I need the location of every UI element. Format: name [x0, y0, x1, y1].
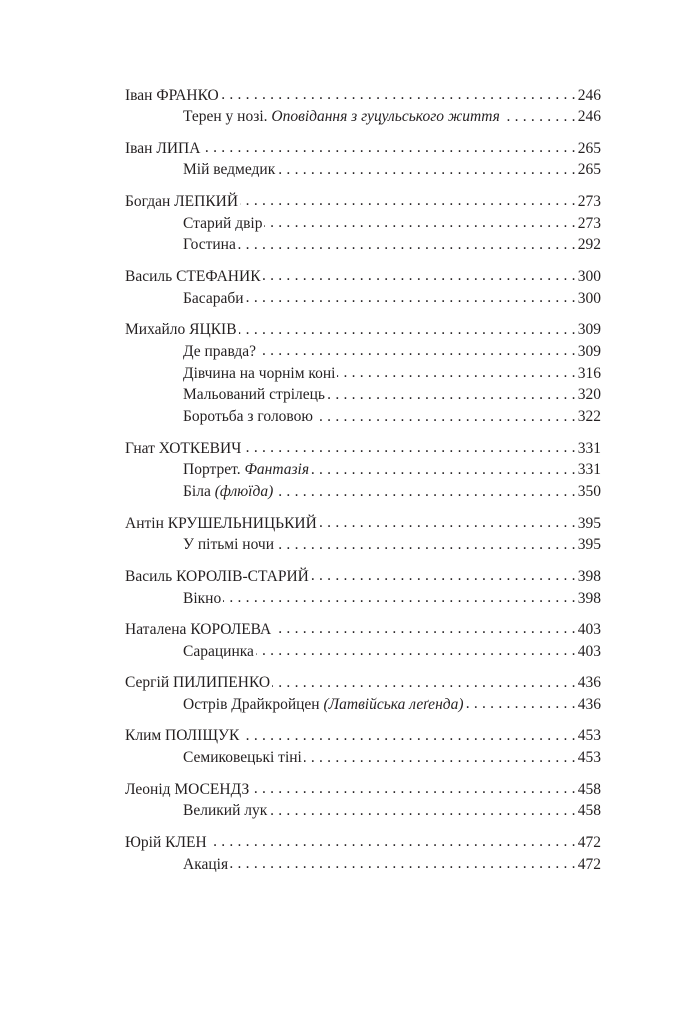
page-number: 300	[577, 289, 601, 307]
author-name: Леонід МОСЕНДЗ	[125, 780, 250, 798]
toc-author-row	[125, 725, 601, 747]
toc-work-row	[125, 481, 601, 503]
toc-work-row	[125, 287, 601, 309]
work-title-text: Боротьба з головою	[183, 408, 313, 426]
work-subtitle: (флюїда)	[214, 483, 274, 501]
dot-leader	[311, 459, 576, 475]
page-number: 246	[577, 108, 601, 126]
dot-leader	[311, 565, 576, 581]
toc-author-group	[125, 265, 601, 309]
author-name: Клим ПОЛІЩУК	[125, 727, 240, 745]
toc-author-row	[125, 437, 601, 459]
dot-leader	[209, 831, 576, 847]
page-number: 458	[577, 780, 601, 798]
work-subtitle: Оповідання з гуцульського життя	[271, 108, 500, 126]
toc-work-row	[125, 384, 601, 406]
work-title-text: Семиковецькі тіні	[183, 749, 302, 767]
page-number: 436	[577, 695, 601, 713]
author-name: Юрій КЛЕН	[125, 833, 207, 851]
dot-leader	[221, 84, 576, 100]
work-title	[183, 459, 309, 480]
toc-author-group	[125, 565, 601, 609]
work-title	[183, 481, 273, 502]
author-name: Гнат ХОТКЕВИЧ	[125, 439, 242, 457]
dot-leader	[276, 534, 576, 550]
page-number: 453	[577, 727, 601, 745]
author-name: Василь КОРОЛІВ-СТАРИЙ	[125, 567, 309, 585]
page-number: 398	[577, 567, 601, 585]
work-title-text: Острів Драйкройцен	[183, 695, 324, 713]
author-name: Михайло ЯЦКІВ	[125, 321, 237, 339]
work-title-text: Старий двір	[183, 214, 263, 232]
toc-author-row	[125, 190, 601, 212]
page-number: 309	[577, 342, 601, 360]
page-number: 265	[577, 161, 601, 179]
toc-author-row	[125, 778, 601, 800]
work-title	[183, 694, 464, 715]
dot-leader	[319, 512, 576, 528]
toc-author-group	[125, 778, 601, 822]
page-number: 331	[577, 439, 601, 457]
work-title-text: У пітьмі ночи	[183, 536, 275, 554]
dot-leader	[315, 406, 576, 422]
toc-author-row	[125, 831, 601, 853]
page-number: 273	[577, 214, 601, 232]
dot-leader	[241, 725, 575, 741]
author-name: Василь СТЕФАНИК	[125, 267, 261, 285]
work-subtitle: Фантазія	[244, 461, 310, 479]
work-title	[183, 106, 500, 127]
page-number: 292	[577, 236, 601, 254]
toc-work-row	[125, 212, 601, 234]
dot-leader	[264, 212, 575, 228]
toc-author-row	[125, 265, 601, 287]
page-number: 246	[577, 86, 601, 104]
page-number: 300	[577, 267, 601, 285]
work-title	[183, 363, 335, 384]
author-name: Іван ФРАНКО	[125, 86, 219, 104]
dot-leader	[239, 319, 576, 335]
author-name: Наталена КОРОЛЕВА	[125, 620, 272, 638]
dot-leader	[275, 481, 576, 497]
work-title	[183, 854, 228, 875]
toc-author-group	[125, 137, 601, 181]
toc-work-row	[125, 159, 601, 181]
work-title-text: Терен у нозі.	[183, 108, 272, 126]
dot-leader	[277, 159, 576, 175]
toc-work-row	[125, 362, 601, 384]
work-title-text: Біла	[183, 483, 215, 501]
table-of-contents	[125, 84, 601, 884]
dot-leader	[304, 747, 576, 763]
page-number: 436	[577, 674, 601, 692]
page-number: 350	[577, 483, 601, 501]
toc-work-row	[125, 106, 601, 128]
toc-author-group	[125, 618, 601, 662]
toc-author-group	[125, 84, 601, 128]
page-number: 403	[577, 642, 601, 660]
toc-author-group	[125, 319, 601, 428]
work-title	[183, 534, 274, 555]
page-number: 398	[577, 589, 601, 607]
work-title-text: Портрет.	[183, 461, 245, 479]
work-title-text: Дівчина на чорнім коні	[183, 364, 336, 382]
work-subtitle: (Латвійська леґенда)	[323, 695, 464, 713]
author-name: Богдан ЛЕПКИЙ	[125, 192, 239, 210]
work-title	[183, 800, 267, 821]
work-title-text: Мій ведмедик	[183, 161, 276, 179]
page-number: 472	[577, 855, 601, 873]
page-number: 309	[577, 321, 601, 339]
toc-author-row	[125, 319, 601, 341]
dot-leader	[273, 618, 576, 634]
work-title-text: Вікно	[183, 589, 222, 607]
dot-leader	[263, 265, 576, 281]
toc-author-group	[125, 672, 601, 716]
dot-leader	[238, 234, 576, 250]
page-number: 403	[577, 620, 601, 638]
toc-author-group	[125, 190, 601, 255]
work-title	[183, 213, 262, 234]
dot-leader	[269, 800, 575, 816]
page-number: 273	[577, 192, 601, 210]
work-title	[183, 588, 221, 609]
toc-work-row	[125, 853, 601, 875]
toc-author-group	[125, 437, 601, 502]
toc-author-row	[125, 512, 601, 534]
toc-author-row	[125, 565, 601, 587]
work-title-text: Гостина	[183, 236, 236, 254]
author-name: Сергій ПИЛИПЕНКО	[125, 674, 271, 692]
dot-leader	[502, 106, 576, 122]
toc-author-group	[125, 831, 601, 875]
dot-leader	[337, 362, 575, 378]
work-title-text: Великий лук	[183, 802, 268, 820]
work-title	[183, 234, 236, 255]
toc-work-row	[125, 340, 601, 362]
toc-author-row	[125, 618, 601, 640]
work-title-text: Сарацинка	[183, 642, 254, 660]
page-number: 395	[577, 536, 601, 554]
page-number: 331	[577, 461, 601, 479]
page-number: 265	[577, 139, 601, 157]
toc-work-row	[125, 693, 601, 715]
toc-work-row	[125, 747, 601, 769]
work-title	[183, 341, 256, 362]
page-number: 320	[577, 386, 601, 404]
work-title-text: Басараби	[183, 289, 244, 307]
toc-author-group	[125, 725, 601, 769]
page-number: 472	[577, 833, 601, 851]
toc-work-row	[125, 587, 601, 609]
toc-author-row	[125, 672, 601, 694]
author-name: Іван ЛИПА	[125, 139, 201, 157]
work-title-text: Акація	[183, 855, 229, 873]
dot-leader	[230, 853, 576, 869]
work-title	[183, 747, 302, 768]
dot-leader	[258, 340, 576, 356]
dot-leader	[466, 693, 576, 709]
work-title-text: Мальований стрілець	[183, 386, 325, 404]
dot-leader	[202, 137, 575, 153]
page-number: 395	[577, 514, 601, 532]
toc-author-group	[125, 512, 601, 556]
work-title	[183, 406, 313, 427]
work-title	[183, 384, 325, 405]
toc-work-row	[125, 640, 601, 662]
work-title	[183, 159, 275, 180]
toc-author-row	[125, 84, 601, 106]
page-number: 322	[577, 408, 601, 426]
toc-work-row	[125, 459, 601, 481]
dot-leader	[256, 640, 576, 656]
dot-leader	[243, 437, 575, 453]
dot-leader	[251, 778, 575, 794]
dot-leader	[327, 384, 576, 400]
work-title	[183, 288, 244, 309]
toc-work-row	[125, 234, 601, 256]
author-name: Антін КРУШЕЛЬНИЦЬКИЙ	[125, 514, 317, 532]
page-number: 458	[577, 802, 601, 820]
page-number: 453	[577, 749, 601, 767]
toc-author-row	[125, 137, 601, 159]
toc-work-row	[125, 406, 601, 428]
dot-leader	[240, 190, 576, 206]
dot-leader	[223, 587, 576, 603]
dot-leader	[272, 672, 576, 688]
page-number: 316	[577, 364, 601, 382]
dot-leader	[246, 287, 576, 303]
work-title	[183, 641, 254, 662]
toc-work-row	[125, 800, 601, 822]
toc-work-row	[125, 534, 601, 556]
work-title-text: Де правда?	[183, 342, 257, 360]
